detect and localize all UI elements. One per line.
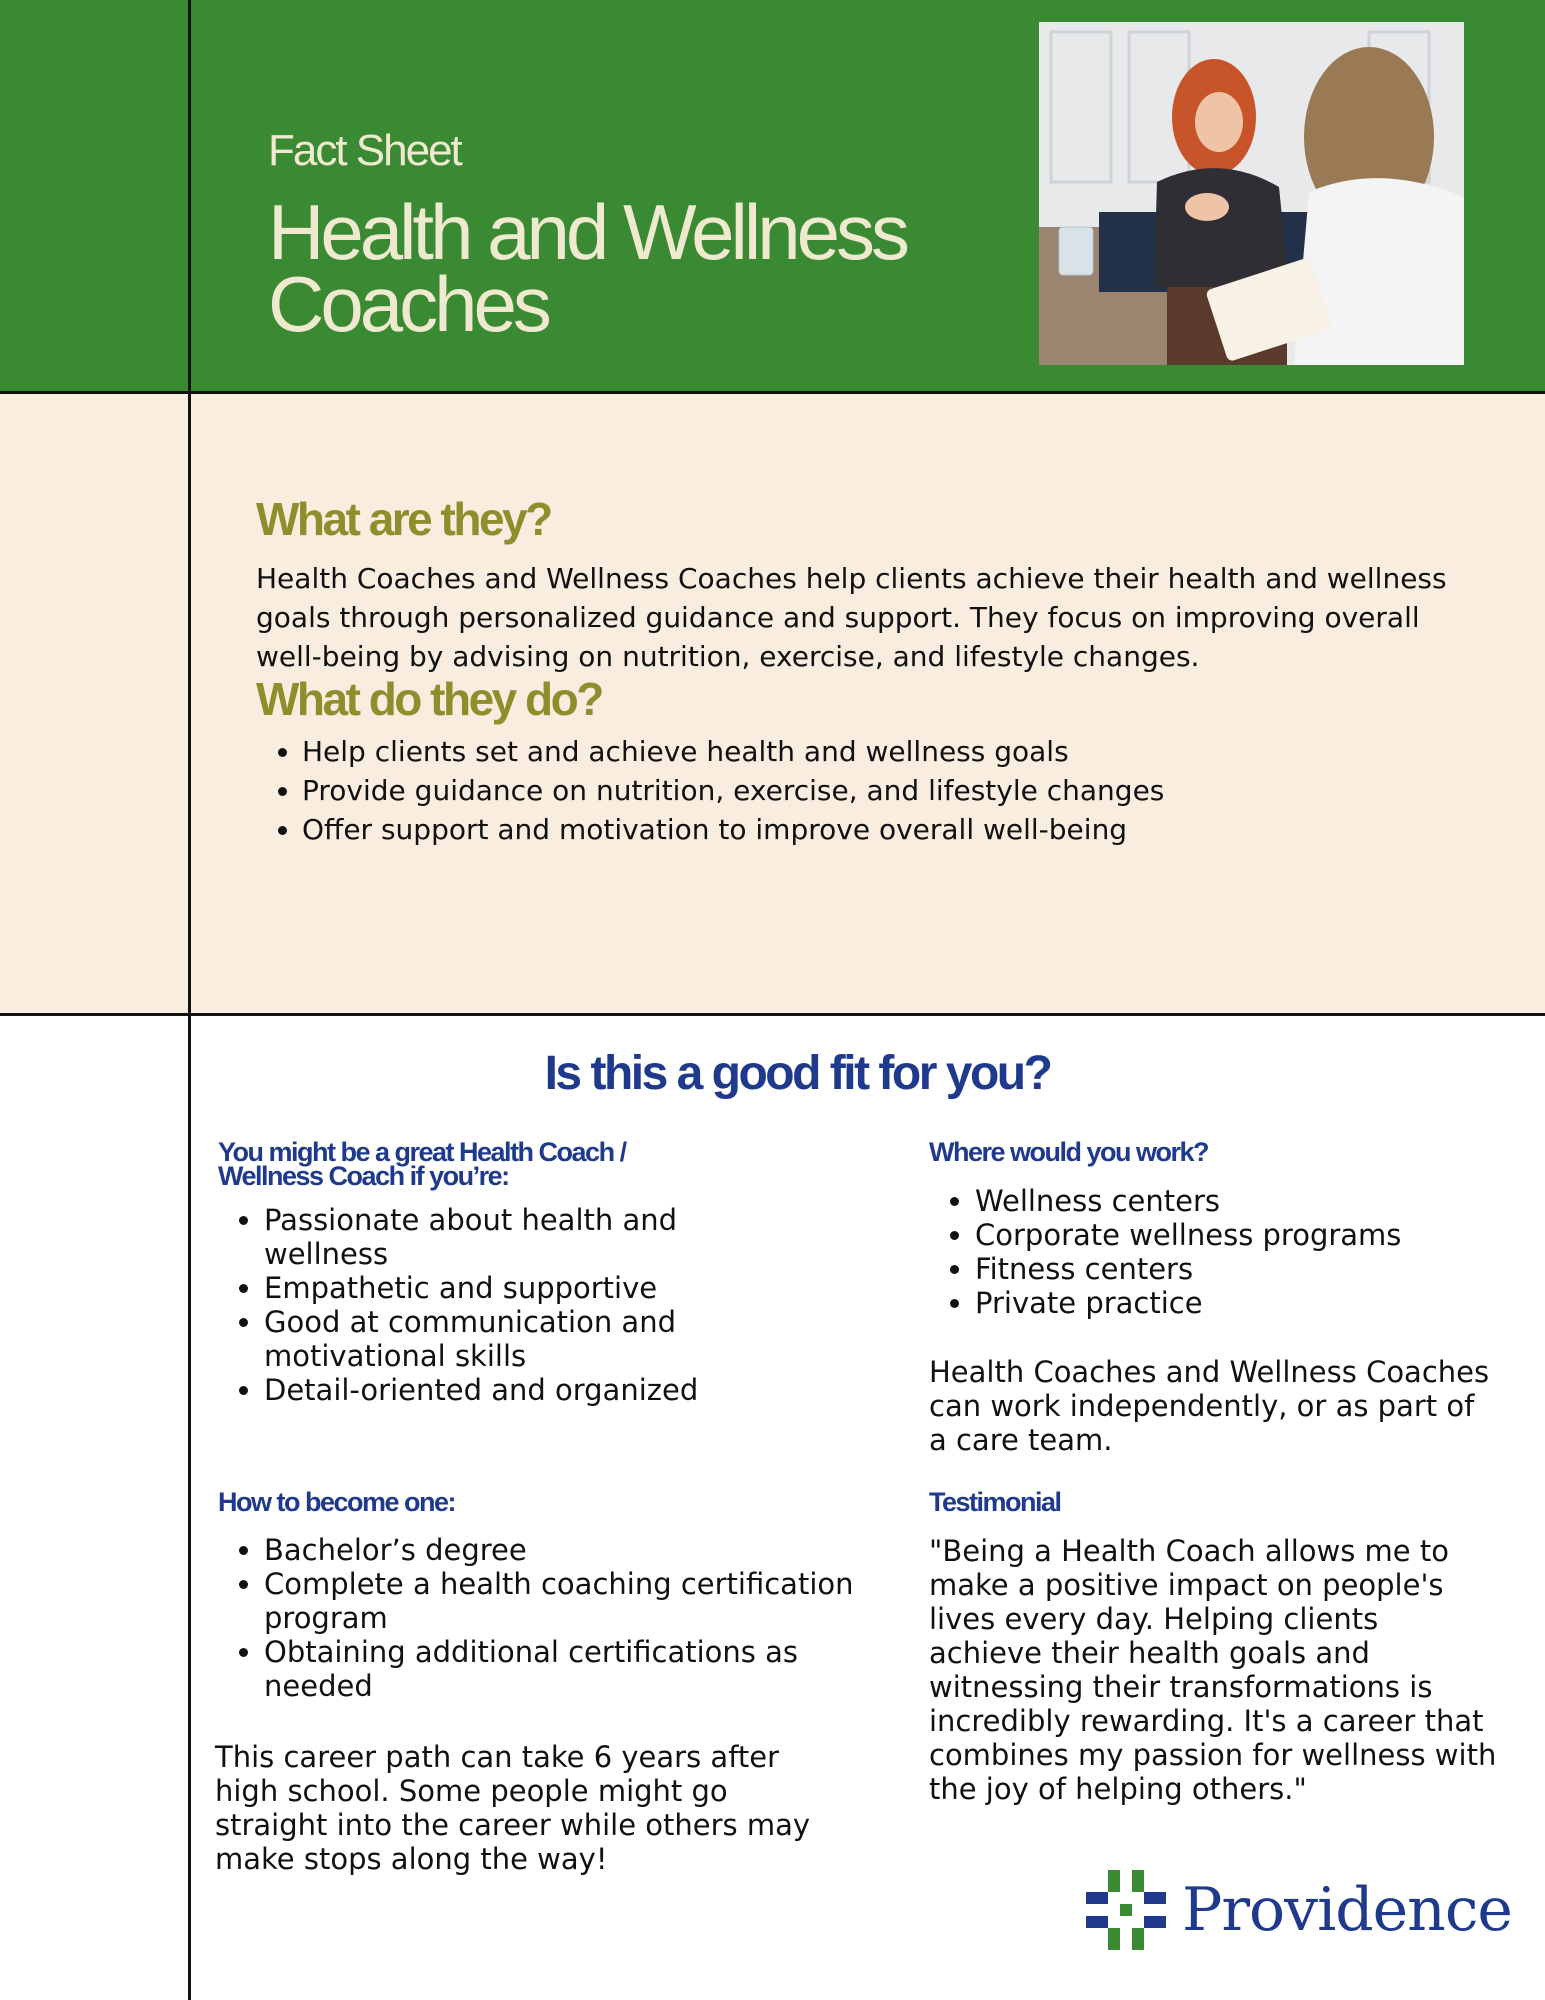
list-item: • Wellness centers bbox=[975, 1184, 1535, 1218]
list-item: • Bachelor’s degree bbox=[264, 1533, 904, 1567]
do-heading: What do they do? bbox=[256, 673, 602, 725]
list-item: • Private practice bbox=[975, 1286, 1535, 1320]
fact-sheet-label: Fact Sheet bbox=[268, 126, 461, 175]
list-item: • Offer support and motivation to improve overall well-being bbox=[302, 810, 1502, 849]
list-item: • Fitness centers bbox=[975, 1252, 1535, 1286]
divider-vertical bbox=[188, 0, 191, 2000]
list-item: • Passionate about health and wellness bbox=[264, 1203, 704, 1271]
list-item: • Detail-oriented and organized bbox=[264, 1373, 704, 1407]
work-heading: Where would you work? bbox=[929, 1137, 1209, 1167]
fit-heading: Is this a good fit for you? bbox=[544, 1047, 1051, 1100]
do-list bbox=[256, 732, 1502, 849]
list-item: • Obtaining additional certifications as needed bbox=[264, 1635, 904, 1703]
list-item: • Help clients set and achieve health and wellness goals bbox=[302, 732, 1502, 771]
great-list bbox=[218, 1203, 704, 1407]
logo-wordmark: Providence bbox=[1182, 1875, 1512, 1945]
become-heading: How to become one: bbox=[218, 1487, 456, 1517]
list-item: • Provide guidance on nutrition, exercise, and lifestyle changes bbox=[302, 771, 1502, 810]
become-note: This career path can take 6 years after high school. Some people might go straight into the career while others may make stops along the way! bbox=[215, 1740, 811, 1876]
testimonial-heading: Testimonial bbox=[929, 1487, 1061, 1517]
list-item: • Complete a health coaching certification program bbox=[264, 1567, 904, 1635]
list-item: • Corporate wellness programs bbox=[975, 1218, 1535, 1252]
divider-top bbox=[0, 391, 1545, 394]
page-title: Health and Wellness Coaches bbox=[268, 188, 906, 348]
what-heading: What are they? bbox=[256, 493, 551, 545]
list-item: • Empathetic and supportive bbox=[264, 1271, 704, 1305]
intro-band bbox=[0, 392, 1545, 1015]
list-item: • Good at communication and motivational skills bbox=[264, 1305, 704, 1373]
divider-middle bbox=[0, 1013, 1545, 1016]
coaching-session-photo bbox=[1039, 22, 1464, 365]
work-list bbox=[929, 1184, 1535, 1320]
what-text: Health Coaches and Wellness Coaches help clients achieve their health and wellness goals through personalized guidance and support. They focus on improving overall well-being by advising on nutrition, exercise, and lifestyle changes. bbox=[256, 562, 1447, 673]
cross-icon bbox=[1086, 1870, 1166, 1950]
great-heading: You might be a great Health Coach / Wellness Coach if you’re: bbox=[218, 1137, 626, 1191]
testimonial-text: "Being a Health Coach allows me to make a positive impact on people's lives every day. Helping clients achieve their health goals and witnessing their transformations is incredibly rewarding. It's a career that combines my passion for wellness with the joy of helping others." bbox=[929, 1534, 1497, 1806]
work-note: Health Coaches and Wellness Coaches can work independently, or as part of a care team. bbox=[929, 1355, 1490, 1457]
become-list bbox=[218, 1533, 904, 1703]
providence-logo bbox=[1086, 1870, 1512, 1950]
